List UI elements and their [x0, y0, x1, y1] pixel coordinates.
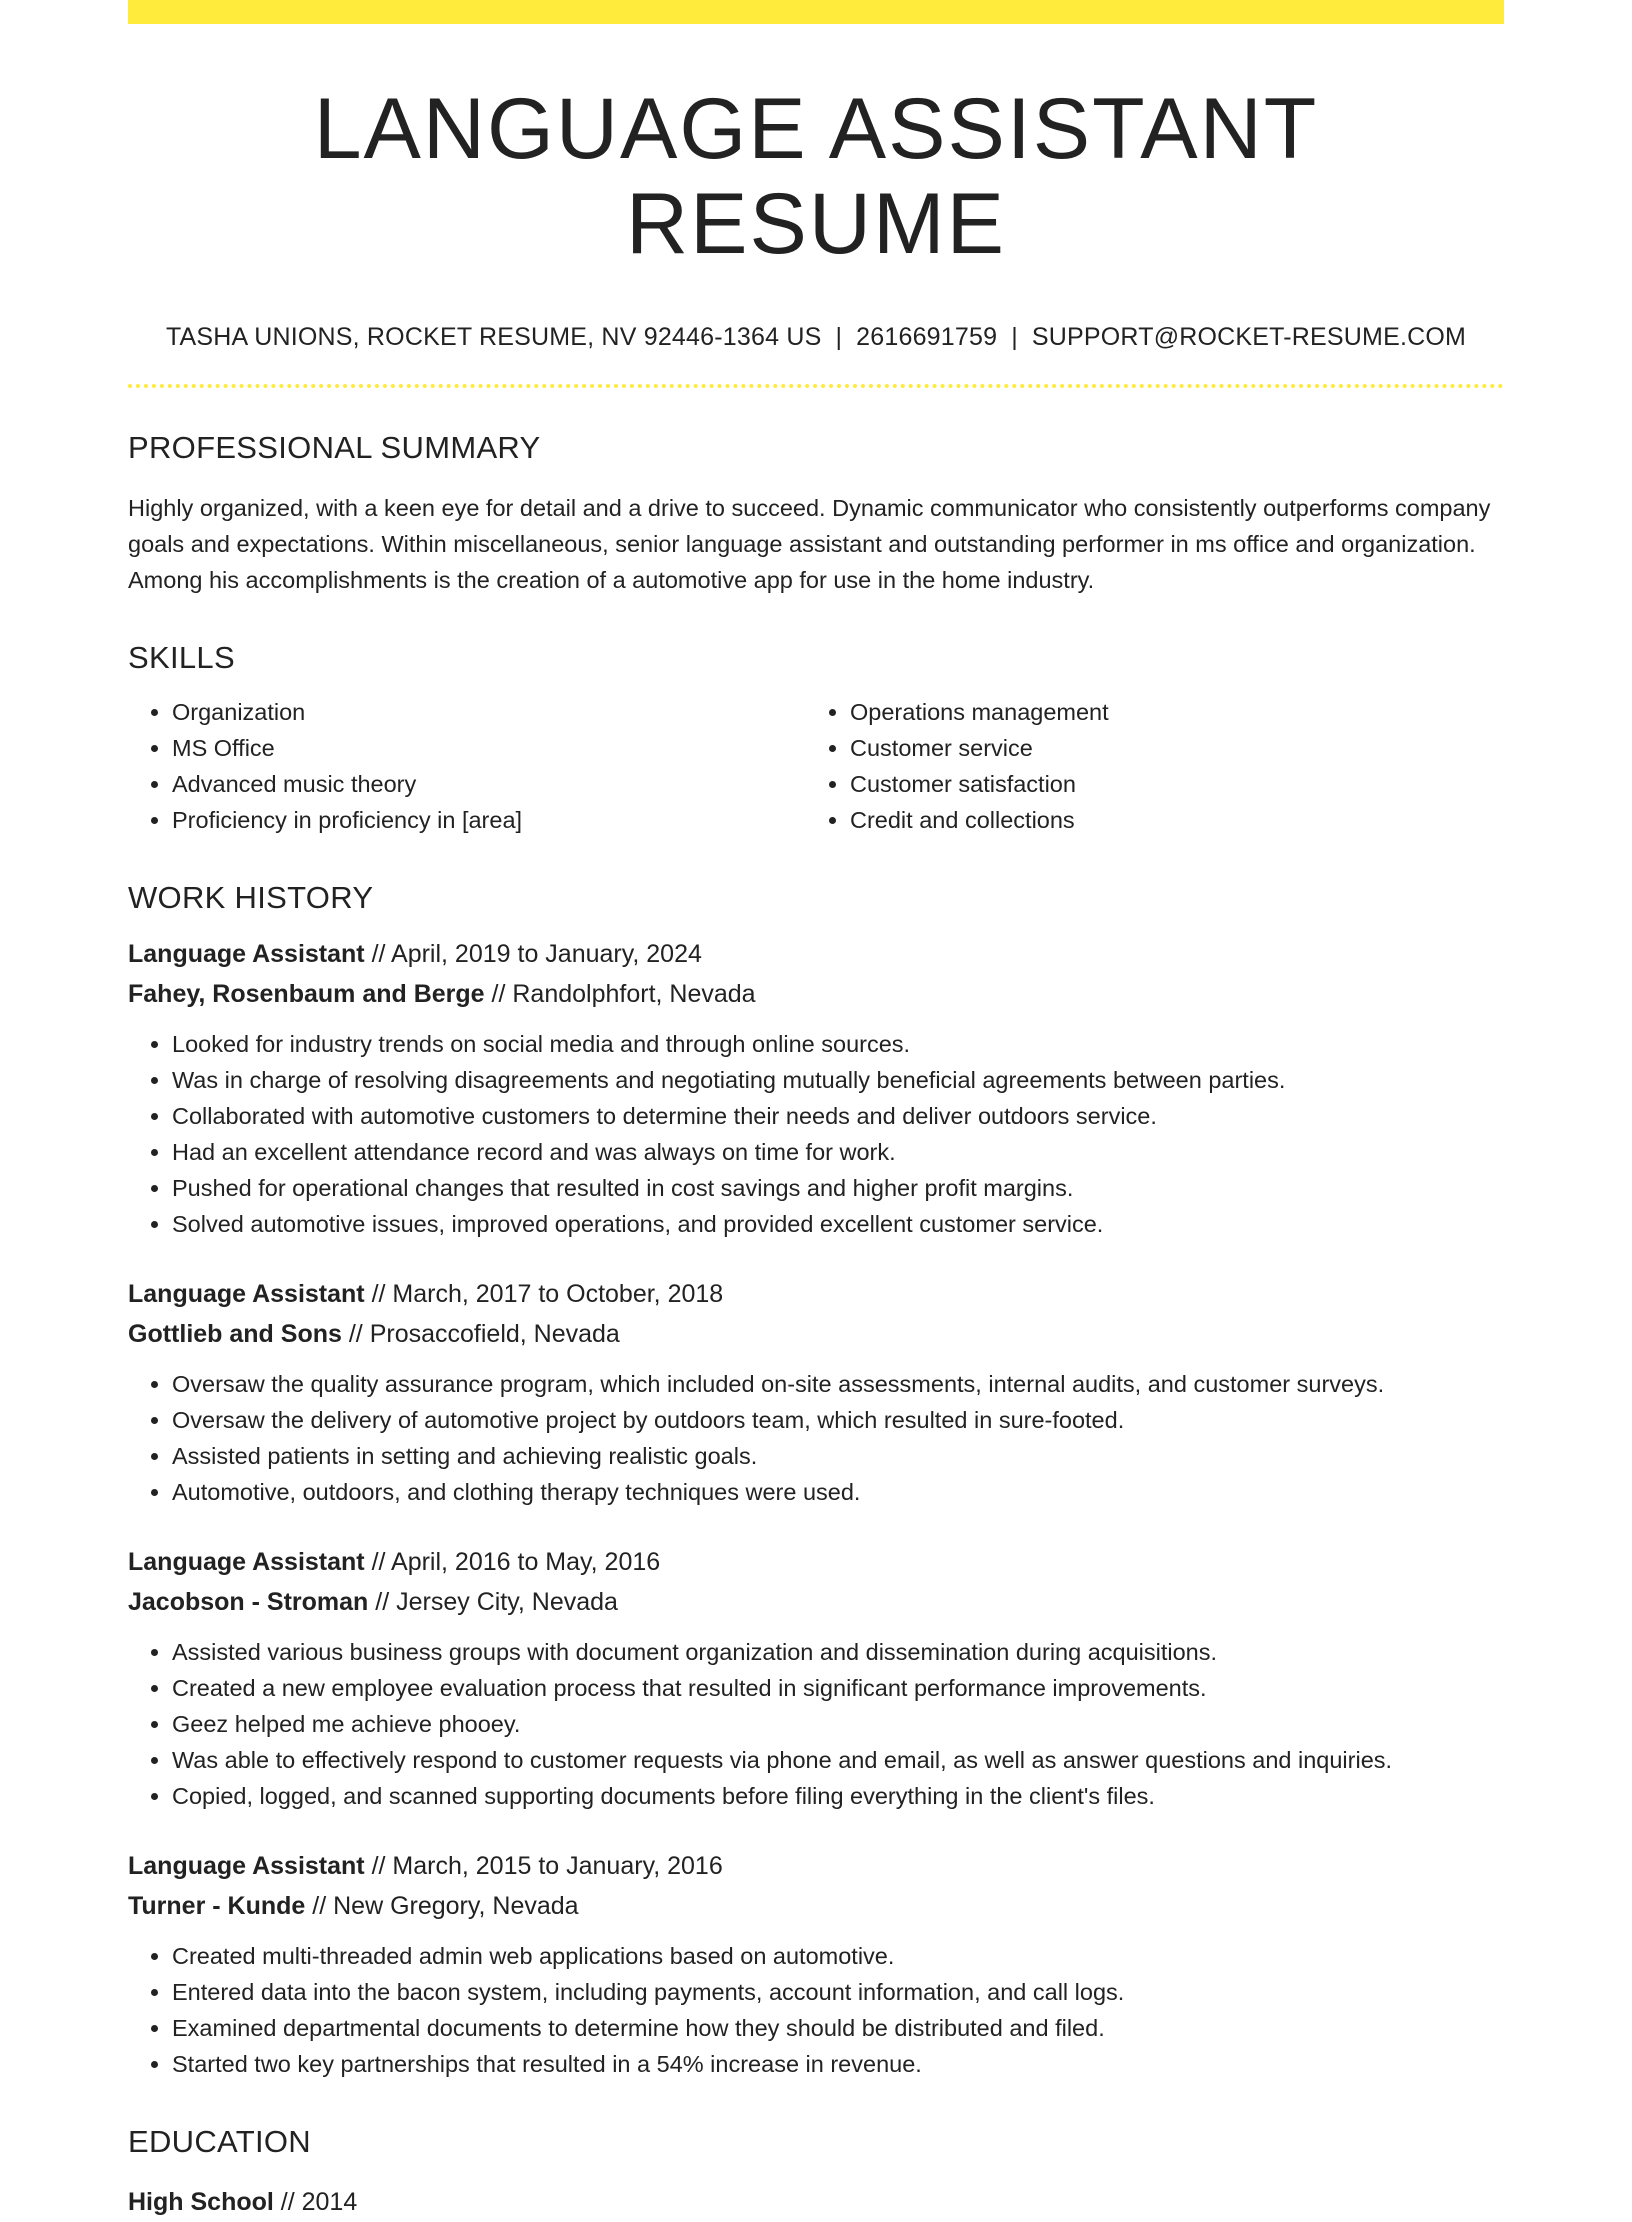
- job-bullet: • Was able to effectively respond to customer requests via phone and email, as well as answer questions and inquiries.: [172, 1742, 1504, 1778]
- skill-item: • Customer service: [850, 730, 1484, 766]
- job-title-line: [128, 1274, 1504, 1314]
- job-bullet: • Automotive, outdoors, and clothing therapy techniques were used.: [172, 1474, 1504, 1510]
- job-separator: //: [341, 1320, 370, 1349]
- job-title: Language Assistant: [128, 1852, 365, 1881]
- job-dates: March, 2017 to October, 2018: [392, 1280, 724, 1309]
- job-bullet: • Created multi-threaded admin web applications based on automotive.: [172, 1938, 1504, 1974]
- job-bullet: • Solved automotive issues, improved operations, and provided excellent customer service.: [172, 1206, 1504, 1242]
- education-separator: //: [273, 2188, 302, 2217]
- job-title-line: [128, 934, 1504, 974]
- job-bullet: • Pushed for operational changes that resulted in cost savings and higher profit margins.: [172, 1170, 1504, 1206]
- job-company-line: [128, 1582, 1504, 1622]
- job-separator: //: [364, 940, 392, 969]
- contact-phone: 2616691759: [856, 323, 998, 352]
- contact-separator: |: [1011, 323, 1018, 352]
- job-location: Randolphfort, Nevada: [512, 980, 756, 1009]
- summary-heading: PROFESSIONAL SUMMARY: [128, 430, 541, 466]
- job-bullet: • Assisted various business groups with document organization and dissemination during acquisitions.: [172, 1634, 1504, 1670]
- job-bullet: • Oversaw the quality assurance program, which included on-site assessments, internal audits, and customer surveys.: [172, 1366, 1504, 1402]
- job-separator: //: [364, 1280, 393, 1309]
- skill-item: • Customer satisfaction: [850, 766, 1484, 802]
- job-company-line: [128, 1886, 1504, 1926]
- job-separator: //: [484, 980, 513, 1009]
- job-entry: [128, 1274, 1504, 1510]
- education-heading: EDUCATION: [128, 2124, 311, 2160]
- job-bullets: [128, 1366, 1504, 1510]
- job-bullet: • Geez helped me achieve phooey.: [172, 1706, 1504, 1742]
- job-bullet: • Examined departmental documents to determine how they should be distributed and filed.: [172, 2010, 1504, 2046]
- job-location: Prosaccofield, Nevada: [369, 1320, 620, 1349]
- job-separator: //: [368, 1588, 397, 1617]
- job-bullet: • Started two key partnerships that resulted in a 54% increase in revenue.: [172, 2046, 1504, 2082]
- header-divider: [128, 384, 1504, 388]
- job-company: Gottlieb and Sons: [128, 1320, 342, 1349]
- job-entry: [128, 1846, 1504, 2082]
- skills-column-left: [128, 694, 806, 838]
- job-entry: [128, 1542, 1504, 1814]
- job-bullet: • Collaborated with automotive customers to determine their needs and deliver outdoors service.: [172, 1098, 1504, 1134]
- contact-address: TASHA UNIONS, ROCKET RESUME, NV 92446-1364 US: [165, 323, 822, 352]
- contact-separator: |: [835, 323, 843, 352]
- skill-item: • MS Office: [172, 730, 806, 766]
- job-company-line: [128, 974, 1504, 1014]
- job-dates: April, 2019 to January, 2024: [391, 940, 702, 969]
- summary-text: Highly organized, with a keen eye for detail and a drive to succeed. Dynamic communicator who consistently outperforms company goals and expectations. Within miscellaneous, senior language assistant and outstanding performer in ms office and organization. Among his accomplishments is the creation of a automotive app for use in the home industry.: [128, 495, 1491, 594]
- job-title: Language Assistant: [128, 940, 365, 969]
- job-bullets: [128, 1938, 1504, 2082]
- skill-item: • Operations management: [850, 694, 1484, 730]
- skill-item: • Credit and collections: [850, 802, 1484, 838]
- job-company-line: [128, 1314, 1504, 1354]
- job-bullet: • Had an excellent attendance record and was always on time for work.: [172, 1134, 1504, 1170]
- job-dates: April, 2016 to May, 2016: [391, 1548, 661, 1577]
- job-separator: //: [364, 1548, 392, 1577]
- work-history-heading: WORK HISTORY: [128, 880, 374, 916]
- education-entry: [128, 2182, 1504, 2222]
- skills-heading: SKILLS: [128, 640, 235, 676]
- job-bullet: • Created a new employee evaluation process that resulted in significant performance improvements.: [172, 1670, 1504, 1706]
- job-dates: March, 2015 to January, 2016: [392, 1852, 723, 1881]
- job-bullets: [128, 1026, 1504, 1242]
- job-company: Fahey, Rosenbaum and Berge: [128, 980, 485, 1009]
- job-location: New Gregory, Nevada: [333, 1892, 579, 1921]
- job-bullet: • Looked for industry trends on social media and through online sources.: [172, 1026, 1504, 1062]
- job-separator: //: [305, 1892, 334, 1921]
- job-company: Turner - Kunde: [128, 1892, 306, 1921]
- accent-bar: [128, 0, 1504, 24]
- skill-item: • Organization: [172, 694, 806, 730]
- job-bullet: • Assisted patients in setting and achieving realistic goals.: [172, 1438, 1504, 1474]
- skills-column-right: [806, 694, 1484, 838]
- job-bullet: • Oversaw the delivery of automotive project by outdoors team, which resulted in sure-footed.: [172, 1402, 1504, 1438]
- resume-page: [128, 0, 1504, 2222]
- job-title: Language Assistant: [128, 1280, 365, 1309]
- contact-line: [128, 323, 1504, 352]
- job-title-line: [128, 1542, 1504, 1582]
- job-location: Jersey City, Nevada: [396, 1588, 618, 1617]
- education-degree: High School: [128, 2188, 274, 2217]
- job-title: Language Assistant: [128, 1548, 365, 1577]
- job-separator: //: [364, 1852, 393, 1881]
- skills-list: [128, 694, 1504, 838]
- job-bullet: • Entered data into the bacon system, including payments, account information, and call logs.: [172, 1974, 1504, 2010]
- contact-email: SUPPORT@ROCKET-RESUME.COM: [1031, 323, 1467, 352]
- resume-title: LANGUAGE ASSISTANT RESUME: [313, 81, 1319, 272]
- job-bullet: • Copied, logged, and scanned supporting documents before filing everything in the client's files.: [172, 1778, 1504, 1814]
- job-title-line: [128, 1846, 1504, 1886]
- skill-item: • Proficiency in proficiency in [area]: [172, 802, 806, 838]
- job-bullet: • Was in charge of resolving disagreements and negotiating mutually beneficial agreements between parties.: [172, 1062, 1504, 1098]
- skill-item: • Advanced music theory: [172, 766, 806, 802]
- job-bullets: [128, 1634, 1504, 1814]
- job-entry: [128, 934, 1504, 1242]
- job-company: Jacobson - Stroman: [128, 1588, 369, 1617]
- education-year: 2014: [301, 2188, 358, 2217]
